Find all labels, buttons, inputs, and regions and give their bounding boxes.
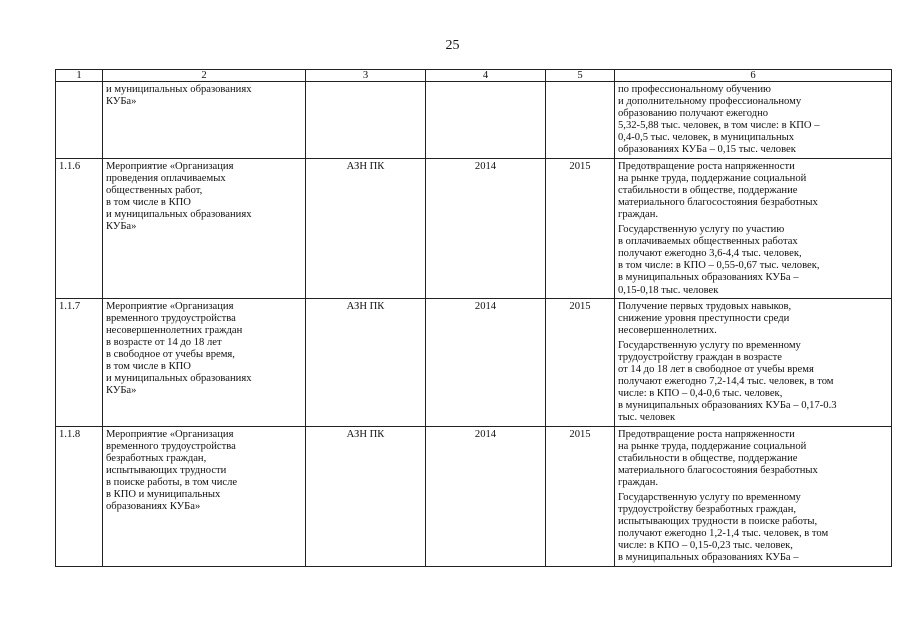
table-row: [56, 158, 892, 298]
result-paragraph: Государственную услугу по временному трудоустройству безработных граждан, испытывающих трудности в поиске работы, получают ежегодно 1,2-1,4 тыс. человек, в том числе: в КПО – 0,15-0,23 тыс. человек, в муниципальных образованиях КУБа –: [618, 492, 829, 564]
start-year-cell: 2014: [426, 298, 546, 426]
table-row: [56, 426, 892, 566]
result-paragraph: Предотвращение роста напряженности на рынке труда, поддержание социальной стабильности в обществе, поддержание материального благосостояния безработных граждан.: [618, 160, 818, 220]
executor-cell: АЗН ПК: [306, 298, 426, 426]
executor-cell: АЗН ПК: [306, 426, 426, 566]
executor-cell: АЗН ПК: [306, 158, 426, 298]
event-name-cell: и муниципальных образованиях КУБа»: [103, 82, 306, 159]
event-name-cell: Мероприятие «Организация проведения оплачиваемых общественных работ, в том числе в КПО и муниципальных образованиях КУБа»: [103, 158, 306, 298]
column-number: 1: [56, 70, 103, 82]
result-cell: [615, 426, 892, 566]
column-number: 5: [546, 70, 615, 82]
event-name-cell: Мероприятие «Организация временного трудоустройства несовершеннолетних граждан в возрасте от 14 до 18 лет в свободное от учебы время, в том числе в КПО и муниципальных образованиях КУБа»: [103, 298, 306, 426]
column-number: 6: [615, 70, 892, 82]
column-number: 2: [103, 70, 306, 82]
result-paragraph: Государственную услугу по участию в оплачиваемых общественных работах получают ежегодно 3,6-4,4 тыс. человек, в том числе: в КПО – 0,55-0,67 тыс. человек, в муниципальных образованиях КУБа – 0,15-0,18 тыс. человек: [618, 224, 820, 296]
result-cell: [615, 298, 892, 426]
page-number: 25: [445, 38, 460, 53]
end-year-cell: 2015: [546, 298, 615, 426]
empty-cell: [56, 82, 103, 159]
row-number-cell: 1.1.7: [56, 298, 103, 426]
result-paragraph: Получение первых трудовых навыков, снижение уровня преступности среди несовершеннолетних.: [618, 300, 792, 336]
empty-cell: [426, 82, 546, 159]
start-year-cell: 2014: [426, 426, 546, 566]
result-paragraph: Государственную услугу по временному трудоустройству граждан в возрасте от 14 до 18 лет в свободное от учебы время получают ежегодно 7,2-14,4 тыс. человек, в том числе: в КПО – 0,4-0,6 тыс. человек, в муниципальных образованиях КУБа – 0,17-0.3 тыс. человек: [618, 339, 837, 424]
end-year-cell: 2015: [546, 158, 615, 298]
empty-cell: [306, 82, 426, 159]
result-cell: по профессиональному обучению и дополнительному профессиональному образованию получают ежегодно 5,32-5,88 тыс. человек, в том числе: в КПО – 0,4-0,5 тыс. человек, в муниципальных образованиях КУБа – 0,15 тыс. человек: [615, 82, 892, 159]
result-paragraph: Предотвращение роста напряженности на рынке труда, поддержание социальной стабильности в обществе, поддержание материального благосостояния безработных граждан.: [618, 428, 818, 488]
column-number-row: [56, 70, 892, 82]
table-row: [56, 298, 892, 426]
start-year-cell: 2014: [426, 158, 546, 298]
column-number: 3: [306, 70, 426, 82]
program-events-table: [55, 69, 892, 567]
column-number: 4: [426, 70, 546, 82]
row-number-cell: 1.1.6: [56, 158, 103, 298]
empty-cell: [546, 82, 615, 159]
row-number-cell: 1.1.8: [56, 426, 103, 566]
continuation-row: [56, 82, 892, 159]
end-year-cell: 2015: [546, 426, 615, 566]
event-name-cell: Мероприятие «Организация временного трудоустройства безработных граждан, испытывающих трудности в поиске работы, в том числе в КПО и муниципальных образованиях КУБа»: [103, 426, 306, 566]
result-cell: [615, 158, 892, 298]
